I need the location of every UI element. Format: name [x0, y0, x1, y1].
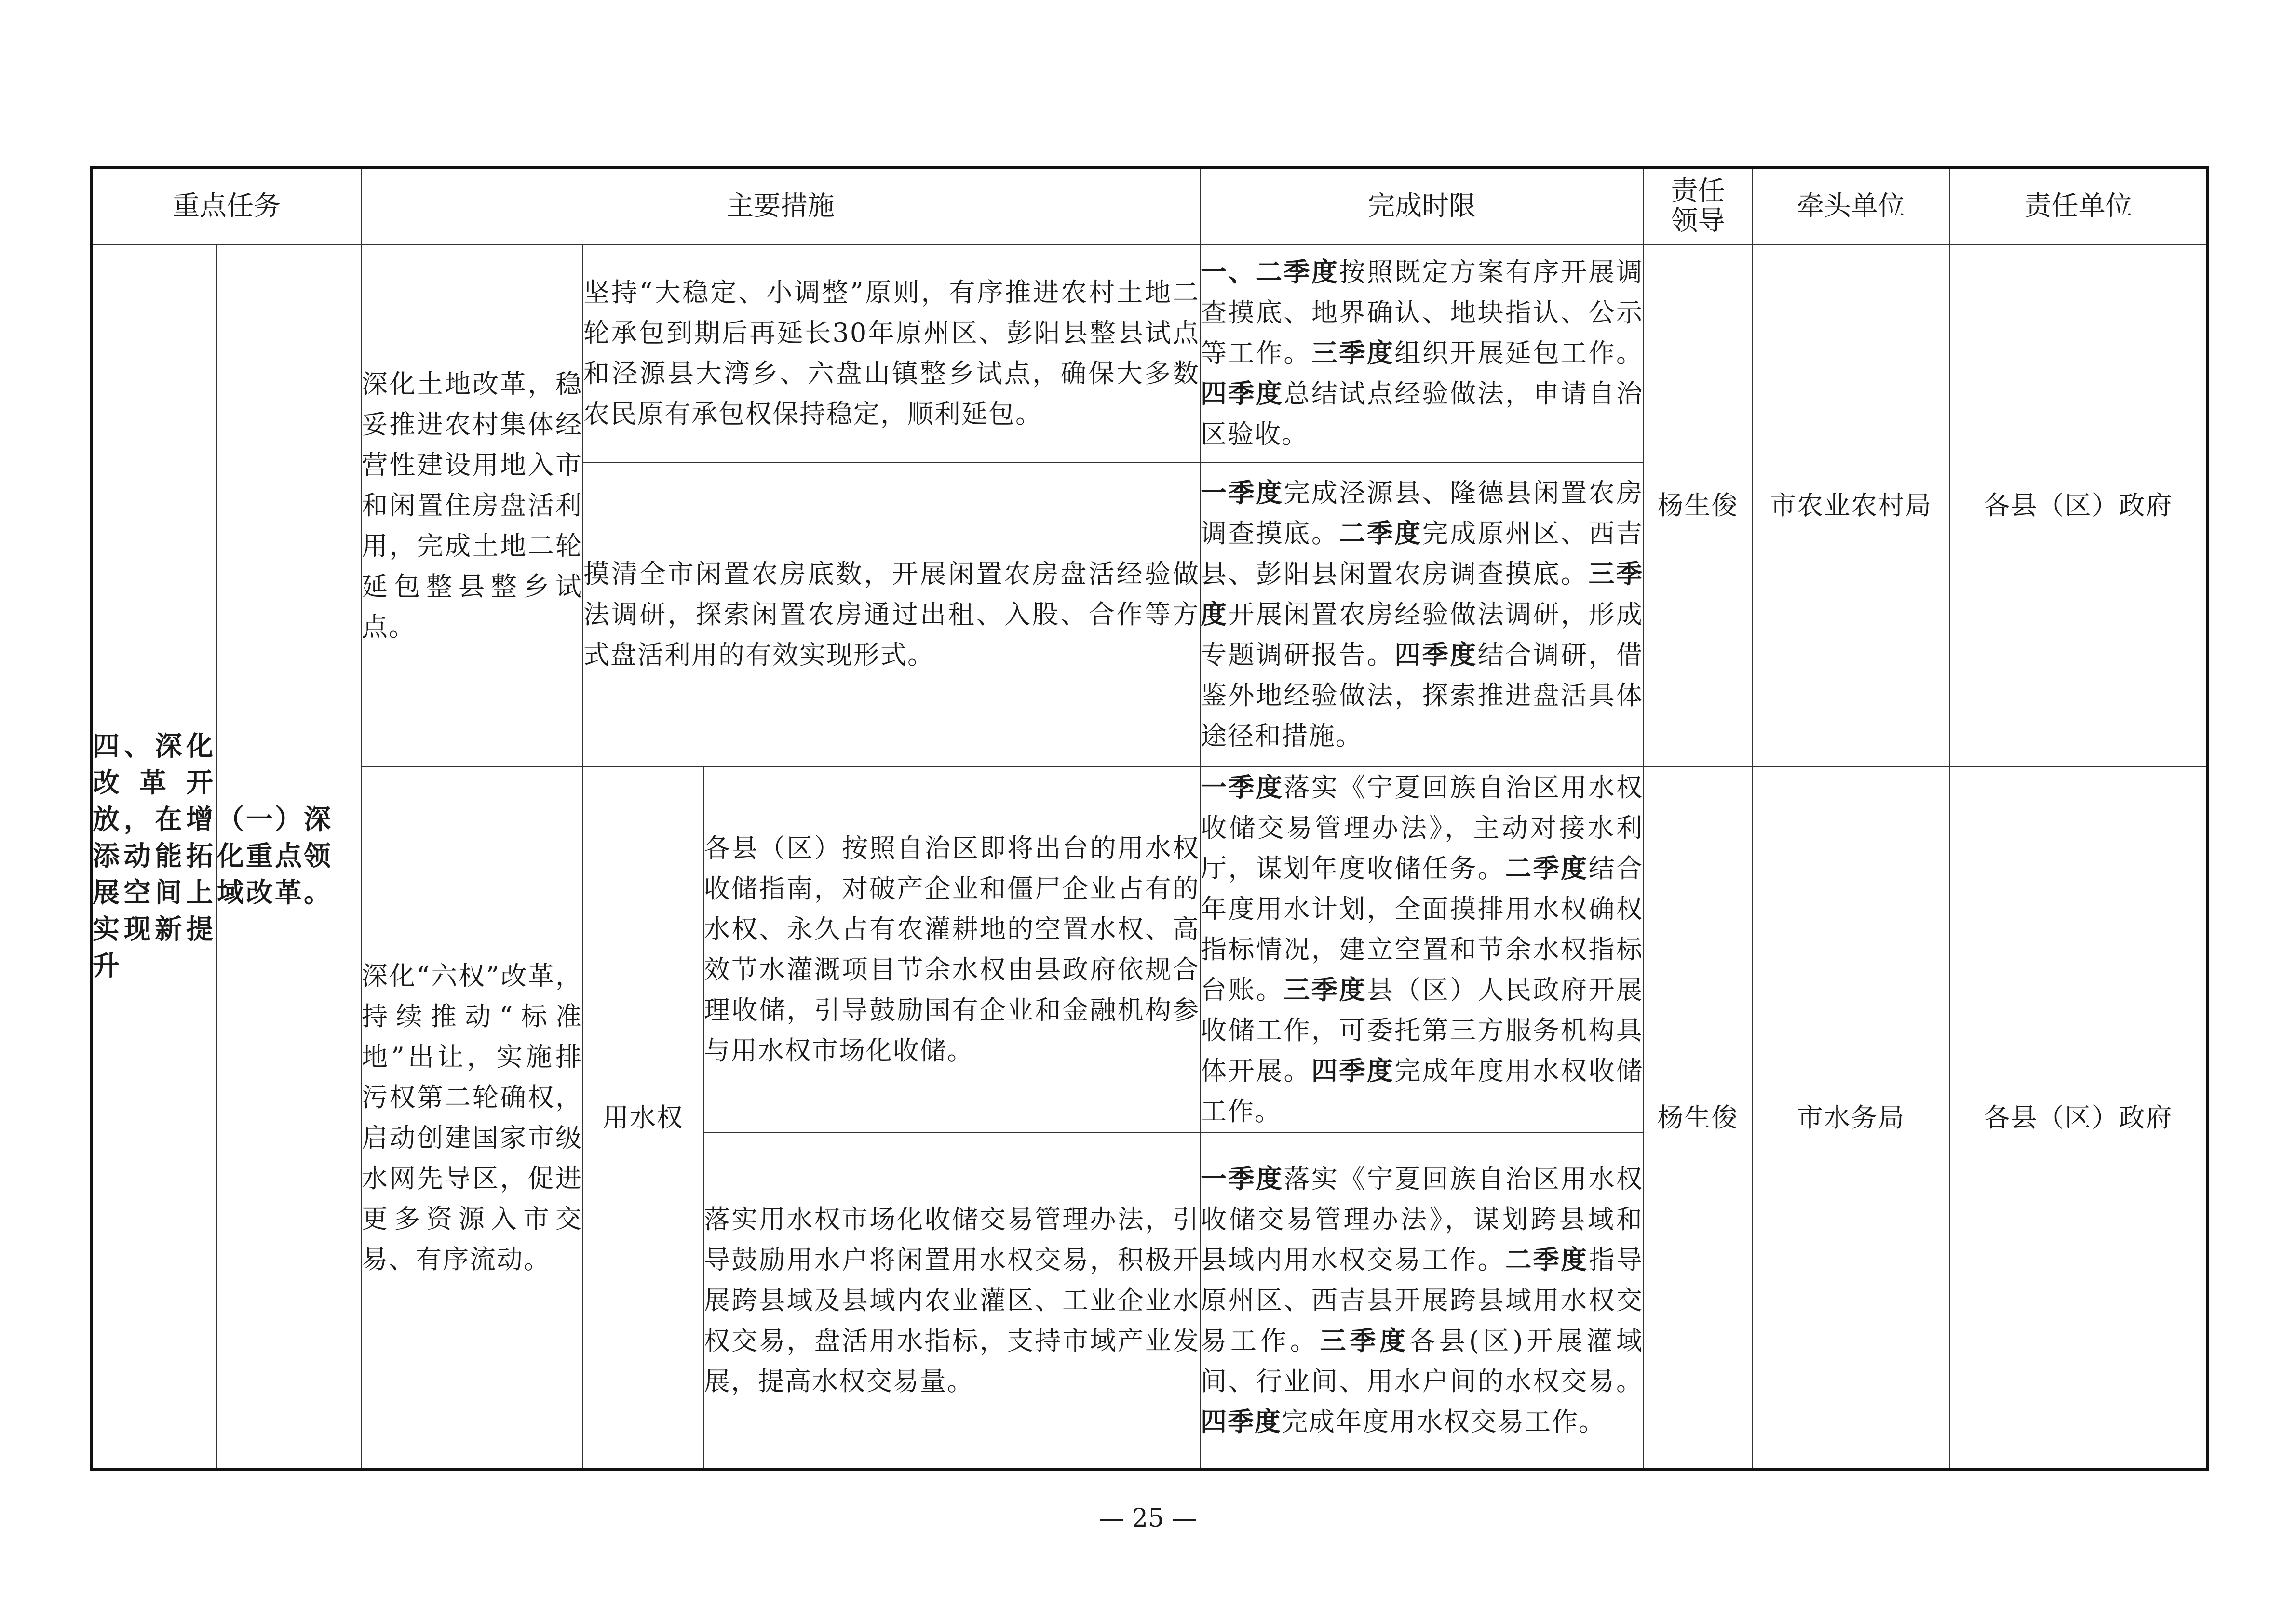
quarter-label: 四季度	[1201, 378, 1284, 409]
quarter-label: 一季度	[1201, 1164, 1284, 1194]
header-deadline: 完成时限	[1200, 167, 1644, 244]
measure-cell: 各县（区）按照自治区即将出台的用水权收储指南，对破产企业和僵尸企业占有的水权、永久占有农灌耕地的空置水权、高效节水灌溉项目节余水权由县政府依规合理收储，引导鼓励国有企业和金融机构参与用水权市场化收储。	[703, 767, 1200, 1132]
deadline-text: 落实《宁夏回族自治区用水权收储交易管理办法》，主动对接水利厅，谋划年度收储任务。	[1201, 772, 1644, 884]
quarter-label: 二季度	[1505, 1245, 1589, 1275]
deadline-text: 完成泾源县、隆德县闲置农房调查摸底。	[1201, 478, 1644, 549]
header-resp-unit: 责任单位	[1950, 167, 2208, 244]
header-lead-unit: 牵头单位	[1752, 167, 1950, 244]
deadline-text: 完成原州区、西吉县、彭阳县闲置农房调查摸底。	[1201, 518, 1644, 589]
deadline-text: 结合调研，借鉴外地经验做法，探索推进盘活具体途径和措施。	[1201, 640, 1644, 751]
quarter-label: 三季度	[1311, 338, 1395, 368]
deadline-text: 按照既定方案有序开展调查摸底、地界确认、地块指认、公示等工作。	[1201, 257, 1644, 368]
deadline-text: 落实《宁夏回族自治区用水权收储交易管理办法》，谋划跨县域和县域内用水权交易工作。	[1201, 1164, 1644, 1275]
lead-unit-cell: 市水务局	[1752, 767, 1950, 1470]
quarter-label: 四季度	[1311, 1056, 1395, 1086]
quarter-label: 一季度	[1201, 478, 1284, 508]
resp-unit-cell: 各县（区）政府	[1950, 244, 2208, 767]
resp-unit-cell: 各县（区）政府	[1950, 767, 2208, 1470]
header-row	[91, 167, 2208, 244]
quarter-label: 一、二季度	[1201, 257, 1339, 287]
deadline-text: 县（区）人民政府开展收储工作，可委托第三方服务机构具体开展。	[1201, 975, 1644, 1086]
header-leader-line1: 责任	[1671, 175, 1725, 207]
header-measures: 主要措施	[361, 167, 1200, 244]
deadline-text: 开展闲置农房经验做法调研，形成专题调研报告。	[1201, 599, 1644, 670]
measure-cell: 落实用水权市场化收储交易管理办法，引导鼓励用水户将闲置用水权交易，积极开展跨县域及县域内农业灌区、工业企业水权交易，盘活用水指标，支持市域产业发展，提高水权交易量。	[703, 1132, 1200, 1470]
table-row	[91, 244, 2208, 462]
measure-cell: 坚持“大稳定、小调整”原则，有序推进农村土地二轮承包到期后再延长30年原州区、彭阳县整县试点和泾源县大湾乡、六盘山镇整乡试点，确保大多数农民原有承包权保持稳定，顺利延包。	[583, 244, 1200, 462]
page-number: — 25 —	[1099, 1504, 1197, 1533]
leader-cell: 杨生俊	[1644, 767, 1752, 1470]
task-table	[90, 166, 2209, 1471]
sub-task-land: 深化土地改革，稳妥推进农村集体经营性建设用地入市和闲置住房盘活利用，完成土地二轮延包整县整乡试点。	[361, 244, 583, 767]
quarter-label: 二季度	[1339, 518, 1422, 549]
leader-cell: 杨生俊	[1644, 244, 1752, 767]
deadline-cell	[1200, 767, 1644, 1132]
deadline-text: 各县(区)开展灌域间、行业间、用水户间的水权交易。	[1201, 1326, 1644, 1396]
section-level2: （一）深化重点领域改革。	[216, 244, 361, 1470]
deadline-cell	[1200, 462, 1644, 767]
measure-cell: 摸清全市闲置农房底数，开展闲置农房盘活经验做法调研，探索闲置农房通过出租、入股、合作等方式盘活利用的有效实现形式。	[583, 462, 1200, 767]
quarter-label: 三季度	[1201, 559, 1644, 630]
deadline-text: 完成年度用水权收储工作。	[1201, 1056, 1644, 1127]
quarter-label: 三季度	[1283, 975, 1367, 1005]
lead-unit-cell: 市农业农村局	[1752, 244, 1950, 767]
deadline-text: 结合年度用水计划，全面摸排用水权确权指标情况，建立空置和节余水权指标台账。	[1201, 853, 1644, 1005]
table-row	[91, 767, 2208, 1132]
quarter-label: 二季度	[1505, 853, 1589, 884]
header-leader	[1644, 167, 1752, 244]
deadline-text: 组织开展延包工作。	[1394, 338, 1644, 368]
header-task: 重点任务	[91, 167, 361, 244]
header-leader-line2: 领导	[1671, 205, 1725, 237]
quarter-label: 四季度	[1201, 1407, 1282, 1437]
category-cell: 用水权	[583, 767, 703, 1470]
deadline-text: 指导原州区、西吉县开展跨县域用水权交易工作。	[1201, 1245, 1644, 1356]
section-level1: 四、深化改革开放，在增添动能拓展空间上实现新提升	[91, 244, 216, 1470]
deadline-text: 总结试点经验做法，申请自治区验收。	[1201, 378, 1644, 449]
deadline-text: 完成年度用水权交易工作。	[1282, 1407, 1606, 1437]
sub-task-six-rights: 深化“六权”改革，持续推动“标准地”出让，实施排污权第二轮确权，启动创建国家市级水网先导区，促进更多资源入市交易、有序流动。	[361, 767, 583, 1470]
deadline-cell	[1200, 244, 1644, 462]
quarter-label: 四季度	[1394, 640, 1478, 670]
deadline-cell	[1200, 1132, 1644, 1470]
quarter-label: 一季度	[1201, 772, 1284, 803]
quarter-label: 三季度	[1320, 1326, 1410, 1356]
